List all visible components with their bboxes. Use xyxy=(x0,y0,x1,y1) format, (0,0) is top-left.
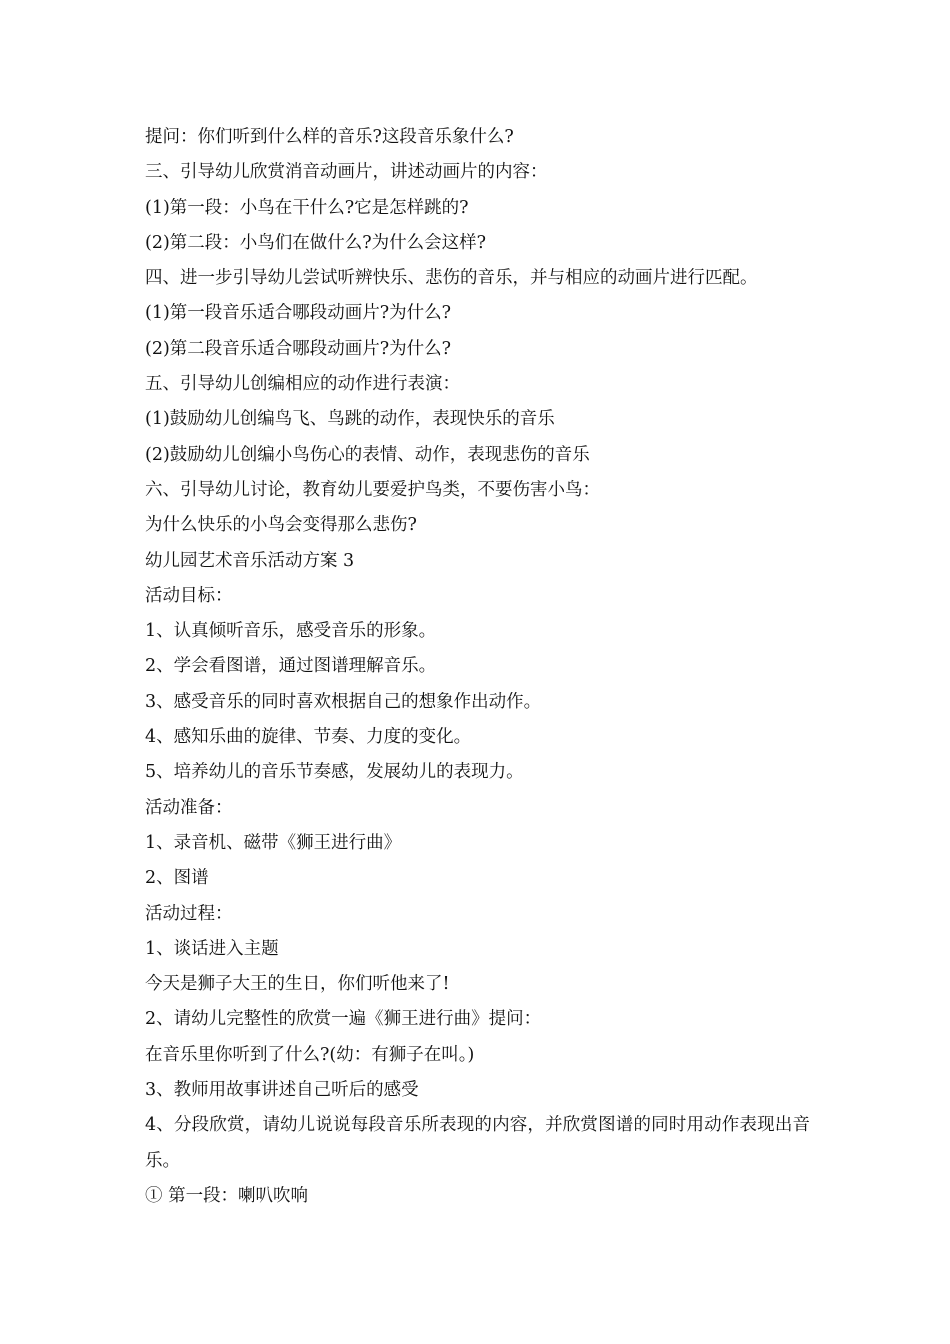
list-item: 1、录音机、磁带《狮王进行曲》 xyxy=(145,832,402,853)
list-item: 5、培养幼儿的音乐节奏感，发展幼儿的表现力。 xyxy=(145,762,524,783)
text-line: (1)鼓励幼儿创编鸟飞、鸟跳的动作，表现快乐的音乐 xyxy=(145,409,555,430)
list-item: 1、认真倾听音乐，感受音乐的形象。 xyxy=(145,621,437,642)
list-item: 3、感受音乐的同时喜欢根据自己的想象作出动作。 xyxy=(145,691,542,712)
list-item: 2、请幼儿完整性的欣赏一遍《狮王进行曲》提问： xyxy=(145,1009,542,1030)
section-heading: 活动过程： xyxy=(145,903,233,924)
text-line: 今天是狮子大王的生日，你们听他来了! xyxy=(145,974,450,995)
section-heading: 六、引导幼儿讨论，教育幼儿要爱护鸟类，不要伤害小鸟： xyxy=(145,479,600,500)
text-line: (1)第一段：小鸟在干什么?它是怎样跳的? xyxy=(145,197,469,218)
text-line: 在音乐里你听到了什么?(幼：有狮子在叫。) xyxy=(145,1044,475,1065)
text-line: 为什么快乐的小鸟会变得那么悲伤? xyxy=(145,515,417,536)
wrapped-paragraph: 4、分段欣赏，请幼儿说说每段音乐所表现的内容，并欣赏图谱的同时用动作表现出音乐。 xyxy=(145,1115,810,1171)
text-line: (2)鼓励幼儿创编小鸟伤心的表情、动作，表现悲伤的音乐 xyxy=(145,444,590,465)
list-item: 2、图谱 xyxy=(145,868,209,889)
list-item: 3、教师用故事讲述自己听后的感受 xyxy=(145,1080,419,1101)
section-heading: 三、引导幼儿欣赏消音动画片，讲述动画片的内容： xyxy=(145,162,548,183)
text-line: (1)第一段音乐适合哪段动画片?为什么? xyxy=(145,303,452,324)
list-item: 1、谈话进入主题 xyxy=(145,938,279,959)
section-heading: 五、引导幼儿创编相应的动作进行表演： xyxy=(145,374,460,395)
text-line: (2)第二段：小鸟们在做什么?为什么会这样? xyxy=(145,232,487,253)
document-title: 幼儿园艺术音乐活动方案 3 xyxy=(145,550,355,571)
section-heading: 四、进一步引导幼儿尝试听辨快乐、悲伤的音乐，并与相应的动画片进行匹配。 xyxy=(145,268,758,289)
text-line: (2)第二段音乐适合哪段动画片?为什么? xyxy=(145,338,452,359)
section-heading: 活动准备： xyxy=(145,797,233,818)
document-body xyxy=(145,120,810,1214)
text-line: 提问：你们听到什么样的音乐?这段音乐象什么? xyxy=(145,127,514,147)
section-heading: 活动目标： xyxy=(145,585,233,606)
list-item: 2、学会看图谱，通过图谱理解音乐。 xyxy=(145,656,437,677)
list-item: ① 第一段：喇叭吹响 xyxy=(145,1185,309,1206)
list-item: 4、感知乐曲的旋律、节奏、力度的变化。 xyxy=(145,727,472,748)
